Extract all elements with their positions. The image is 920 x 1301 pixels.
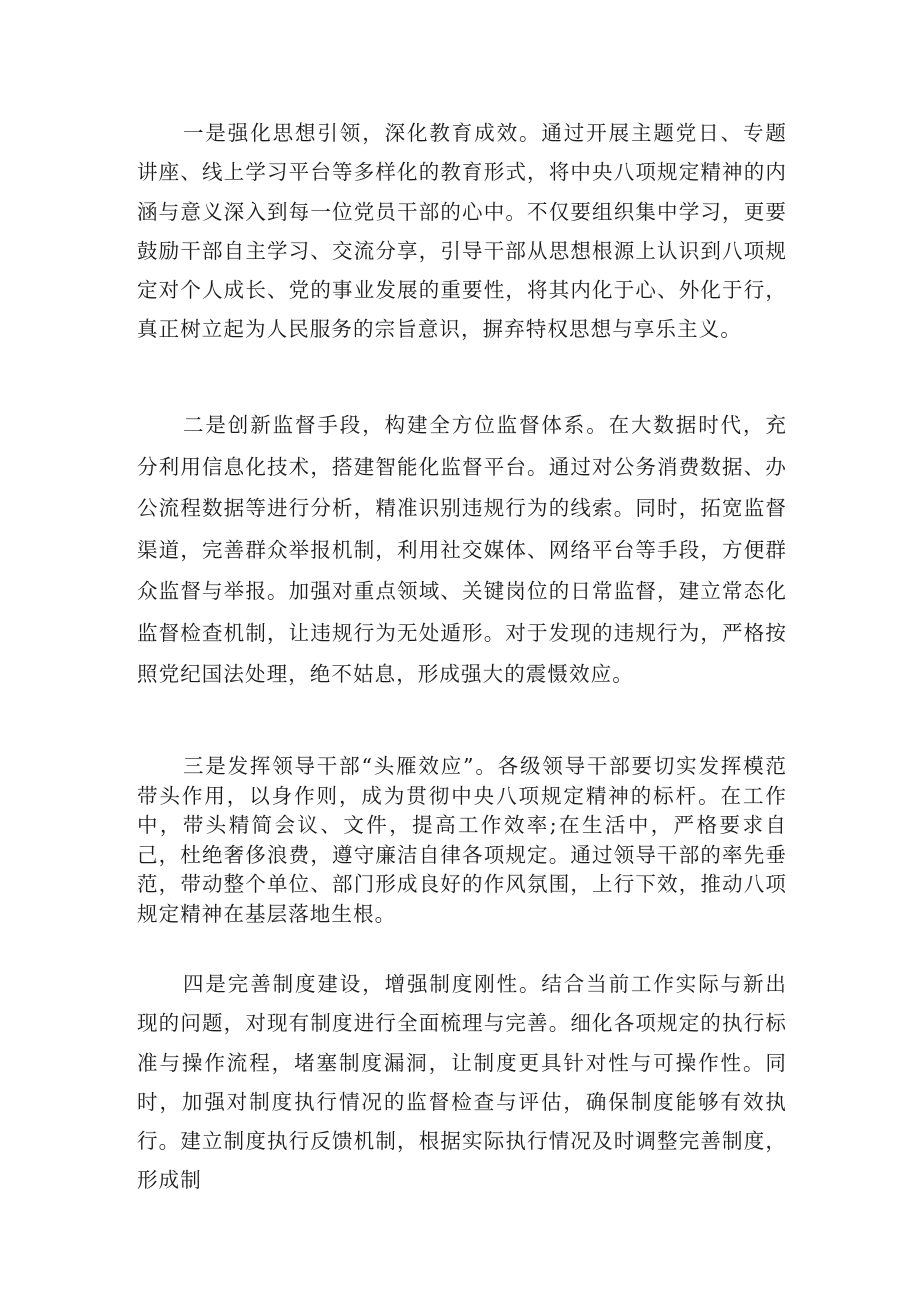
paragraph-4: 四是完善制度建设，增强制度刚性。结合当前工作实际与新出现的问题，对现有制度进行全面梳理与完善。细化各项规定的执行标准与操作流程，堵塞制度漏洞，让制度更具针对性与可操作性。同时，加强对制度执行情况的监督检查与评估，确保制度能够有效执行。建立制度执行反馈机制，根据实际执行情况及时调整完善制度，形成制 [137, 972, 787, 1193]
paragraph-2: 二是创新监督手段，构建全方位监督体系。在大数据时代，充分利用信息化技术，搭建智能化监督平台。通过对公务消费数据、办公流程数据等进行分析，精准识别违规行为的线索。同时，拓宽监督渠道，完善群众举报机制，利用社交媒体、网络平台等手段，方便群众监督与举报。加强对重点领域、关键岗位的日常监督，建立常态化监督检查机制，让违规行为无处遁形。对于发现的违规行为，严格按照党纪国法处理，绝不姑息，形成强大的震慑效应。 [137, 413, 787, 686]
paragraph-3: 三是发挥领导干部“头雁效应”。各级领导干部要切实发挥模范带头作用，以身作则，成为贯彻中央八项规定精神的标杆。在工作中，带头精简会议、文件，提高工作效率;在生活中，严格要求自己，杜绝奢侈浪费，遵守廉洁自律各项规定。通过领导干部的率先垂范，带动整个单位、部门形成良好的作风氛围，上行下效，推动八项规定精神在基层落地生根。 [137, 754, 787, 926]
paragraph-1: 一是强化思想引领，深化教育成效。通过开展主题党日、专题讲座、线上学习平台等多样化的教育形式，将中央八项规定精神的内涵与意义深入到每一位党员干部的心中。不仅要组织集中学习，更要鼓励干部自主学习、交流分享，引导干部从思想根源上认识到八项规定对个人成长、党的事业发展的重要性，将其内化于心、外化于行，真正树立起为人民服务的宗旨意识，摒弃特权思想与享乐主义。 [137, 121, 787, 342]
